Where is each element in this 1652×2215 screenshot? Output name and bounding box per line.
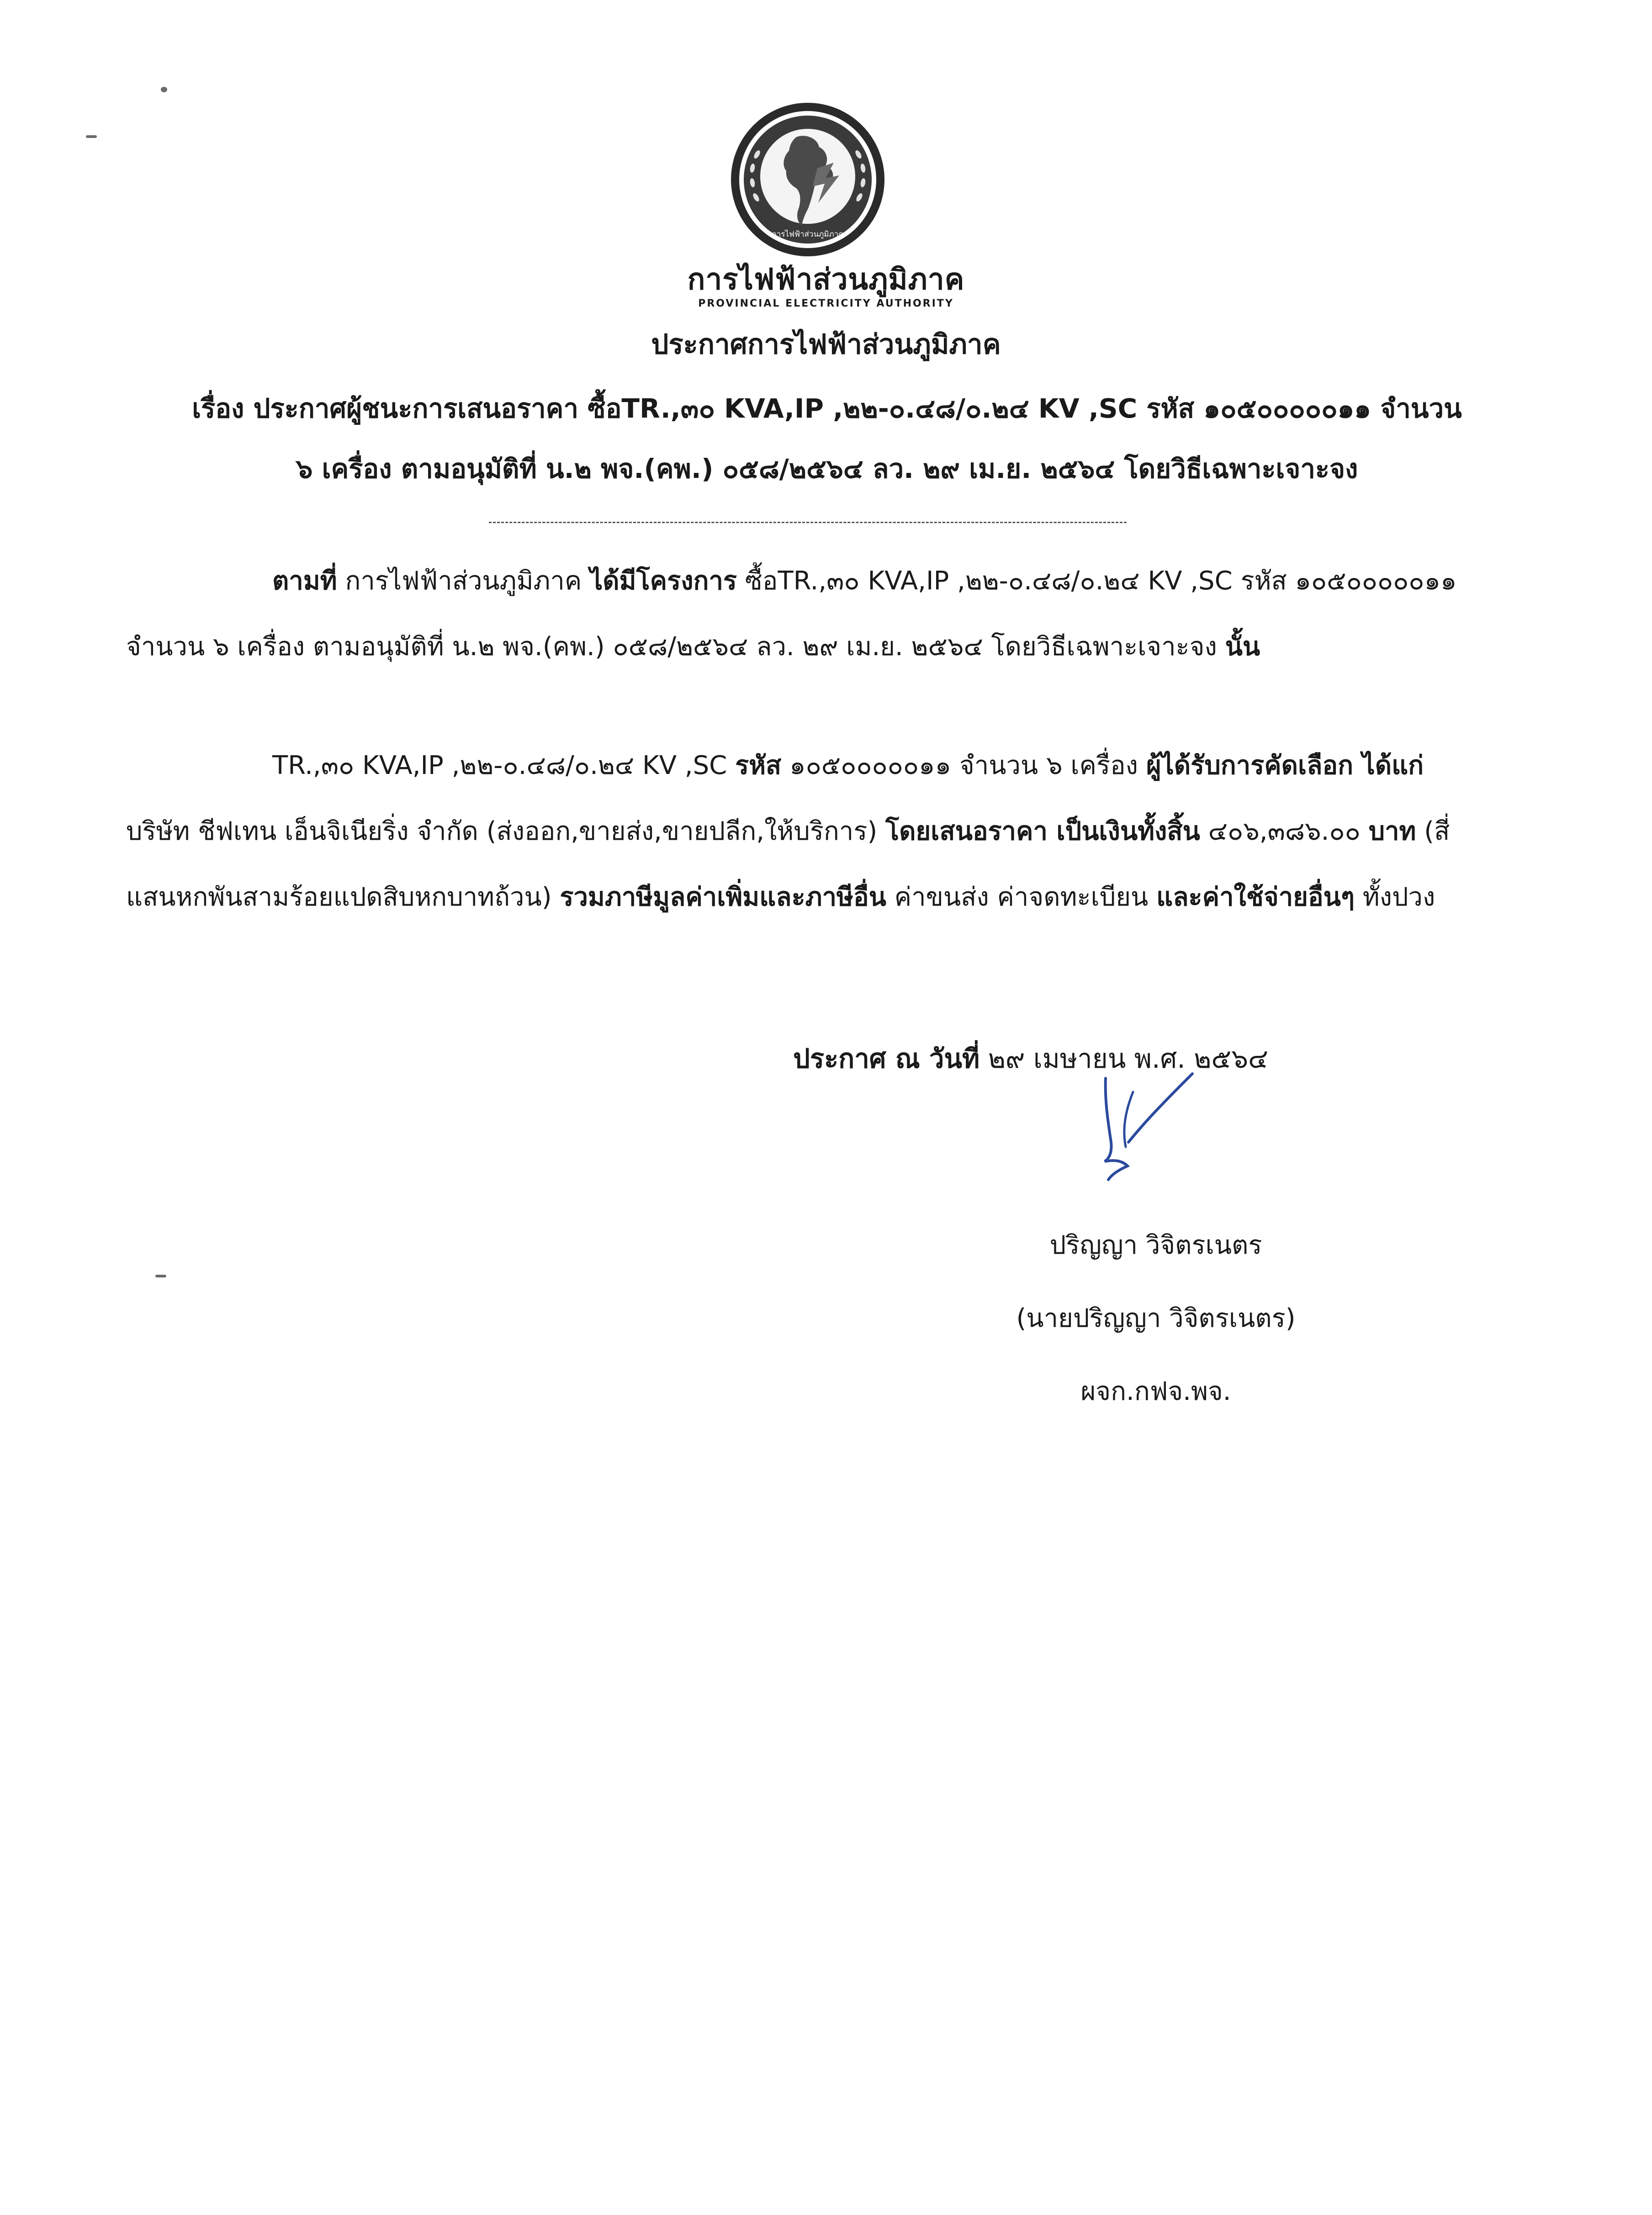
signer-name: ปริญญา วิจิตรเนตร — [1049, 1230, 1262, 1260]
subject-line-1 — [123, 378, 1530, 439]
body-paragraph-1 — [126, 548, 1469, 680]
para2-text: บริษัท ชีฟเทน เอ็นจิเนียริ่ง จำกัด (ส่งออก,ขายส่ง,ขายปลีก,ให้บริการ) — [126, 816, 885, 846]
para1-text: ตามที่ — [272, 566, 337, 596]
para2-text: (สี่แสนหกพันสามร้อยแปดสิบหกบาทถ้วน) — [126, 816, 1450, 912]
para1-text: การไฟฟ้าส่วนภูมิภาค — [337, 566, 590, 596]
subject-text-1: ประกาศผู้ชนะการเสนอราคา ซื้อTR.,๓๐ KVA,IP ,๒๒-๐.๔๘/๐.๒๔ KV ,SC รหัส ๑๐๕๐๐๐๐๐๑๑ จำนวน — [253, 393, 1462, 424]
subject-line-2: ๖ เครื่อง ตามอนุมัติที่ น.๒ พจ.(คพ.) ๐๕๘/๒๕๖๔ ลว. ๒๙ เม.ย. ๒๕๖๔ โดยวิธีเฉพาะเจาะจง — [296, 453, 1358, 484]
para2-text: และค่าใช้จ่ายอื่นๆ — [1156, 882, 1355, 912]
pea-emblem-icon — [728, 100, 888, 260]
para2-text: ผู้ได้รับการคัดเลือก ได้แก่ — [1146, 751, 1424, 780]
para2-text: รหัส — [735, 751, 782, 780]
body-paragraph-2 — [126, 733, 1469, 930]
para2-text: ทั้งปวง — [1354, 882, 1435, 912]
date-label: ประกาศ ณ วันที่ — [793, 1043, 980, 1074]
para2-text: TR.,๓๐ KVA,IP ,๒๒-๐.๔๘/๐.๒๔ KV ,SC — [272, 751, 736, 780]
para2-text: รวมภาษีมูลค่าเพิ่มและภาษีอื่น — [560, 882, 886, 912]
para2-text: ๑๐๕๐๐๐๐๐๑๑ จำนวน ๖ เครื่อง — [781, 751, 1146, 780]
announcement-title: ประกาศการไฟฟ้าส่วนภูมิภาค — [651, 329, 1001, 360]
scan-speck — [161, 87, 167, 92]
para2-text: บาท — [1368, 816, 1416, 846]
para2-text: โดยเสนอราคา เป็นเงินทั้งสิ้น — [885, 816, 1200, 846]
org-name-thai: การไฟฟ้าส่วนภูมิภาค — [687, 263, 965, 297]
dashed-divider — [489, 522, 1127, 523]
para1-text: ได้มีโครงการ — [590, 566, 737, 596]
handwritten-signature — [1078, 1060, 1224, 1206]
para2-text: ค่าขนส่ง ค่าจดทะเบียน — [886, 882, 1157, 912]
date-value: ๒๙ เมษายน พ.ศ. ๒๕๖๔ — [988, 1043, 1268, 1074]
para1-text: ซื้อTR.,๓๐ KVA,IP ,๒๒-๐.๔๘/๐.๒๔ KV ,SC รหัส ๑๐๕๐๐๐๐๐๑๑ จำนวน ๖ เครื่อง ตามอนุมัติที่ น.๒ พจ.(คพ.) ๐๕๘/๒๕๖๔ ลว. ๒๙ เม.ย. ๒๕๖๔ โดยวิธีเฉพาะเจาะจง — [126, 566, 1457, 662]
subject-label: เรื่อง — [192, 393, 244, 424]
scan-speck — [155, 1275, 166, 1277]
org-name-english: PROVINCIAL ELECTRICITY AUTHORITY — [698, 298, 954, 309]
subject-block — [123, 378, 1530, 499]
para2-text: ๔๐๖,๓๘๖.๐๐ — [1200, 816, 1369, 846]
scan-speck — [86, 135, 97, 138]
logo-ring-text: การไฟฟ้าส่วนภูมิภาค — [772, 230, 844, 239]
signer-full-name: (นายปริญญา วิจิตรเนตร) — [1016, 1304, 1296, 1333]
signer-position: ผจก.กฟจ.พจ. — [1080, 1377, 1231, 1406]
para1-text: นั้น — [1225, 632, 1260, 662]
